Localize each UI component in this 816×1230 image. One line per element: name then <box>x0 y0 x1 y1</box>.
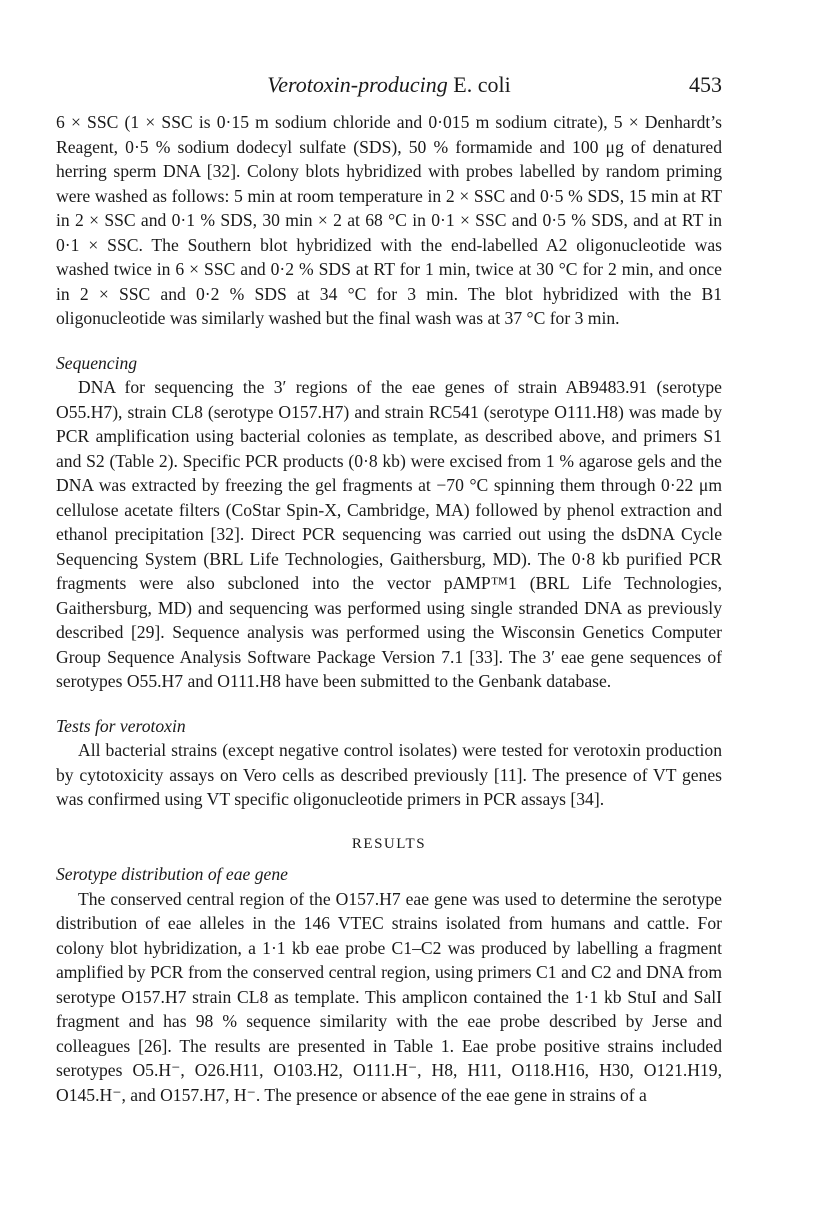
page-number: 453 <box>689 72 722 97</box>
paragraph-tests-for-verotoxin: All bacterial strains (except negative control isolates) were tested for verotoxin production by cytotoxicity assays on Vero cells as described previously [11]. The presence of VT genes was confirmed using VT specific oligonucleotide primers in PCR assays [34]. <box>56 740 722 809</box>
running-title-roman: E. coli <box>447 72 511 97</box>
paragraph-serotype-distribution: The conserved central region of the O157.H7 eae gene was used to determine the serotype distribution of eae alleles in the 146 VTEC strains isolated from humans and cattle. For colony blot hybridization, a 1·1 kb eae probe C1–C2 was produced by labelling a fragment amplified by PCR from the conserved central region, using primers C1 and C2 and DNA from serotype O157.H7 strain CL8 as template. This amplicon contained the 1·1 kb StuI and SalI fragment and has 98 % sequence similarity with the eae probe described by Jerse and colleagues [26]. The results are presented in Table 1. Eae probe positive strains included serotypes O5.H⁻, O26.H11, O103.H2, O111.H⁻, H8, H11, O118.H16, H30, O121.H19, O145.H⁻, and O157.H7, H⁻. The presence or absence of the eae gene in strains of a <box>56 888 722 1105</box>
running-title <box>56 72 722 98</box>
heading-serotype-distribution: Serotype distribution of eae gene <box>56 864 288 884</box>
heading-sequencing: Sequencing <box>56 352 138 373</box>
running-head <box>56 72 722 102</box>
heading-tests-for-verotoxin: Tests for verotoxin <box>56 715 186 736</box>
paragraph-hybridization-washes: 6 × SSC (1 × SSC is 0·15 m sodium chloride and 0·015 m sodium citrate), 5 × Denhardt’s Reagent, 0·5 % sodium dodecyl sulfate (SDS), 50 % formamide and 100 μg of denatured herring sperm DNA [32]. Colony blots hybridized with probes labelled by random priming were washed as follows: 5 min at room temperature in 2 × SSC and 0·5 % SDS, 15 min at RT in 2 × SSC and 0·1 % SDS, 30 min × 2 at 68 °C in 0·1 × SSC and 0·5 % SDS, and at RT in 0·1 × SSC. The Southern blot hybridized with the end-labelled A2 oligonucleotide was washed twice in 6 × SSC and 0·2 % SDS at RT for 1 min, twice at 30 °C for 2 min, and once in 2 × SSC and 0·2 % SDS at 34 °C for 3 min. The blot hybridized with the B1 oligonucleotide was similarly washed but the final wash was at 37 °C for 3 min. <box>56 112 722 328</box>
heading-results: RESULTS <box>351 835 427 852</box>
running-title-italic: Verotoxin-producing <box>267 72 448 97</box>
paragraph-sequencing: DNA for sequencing the 3′ regions of the eae genes of strain AB9483.91 (serotype O55.H7), strain CL8 (serotype O157.H7) and strain RC541 (serotype O111.H8) was made by PCR amplification using bacterial colonies as template, as described above, and primers S1 and S2 (Table 2). Specific PCR products (0·8 kb) were excised from 1 % agarose gels and the DNA was extracted by freezing the gel fragments at −70 °C spinning them through 0·22 μm cellulose acetate filters (CoStar Spin-X, Cambridge, MA) followed by phenol extraction and ethanol precipitation [32]. Direct PCR sequencing was carried out using the dsDNA Cycle Sequencing System (BRL Life Technologies, Gaithersburg, MD). The 0·8 kb purified PCR fragments were also subcloned into the vector pAMP™1 (BRL Life Technologies, Gaithersburg, MD) and sequencing was performed using single stranded DNA as previously described [29]. Sequence analysis was performed using the Wisconsin Genetics Computer Group Sequence Analysis Software Package Version 7.1 [33]. The 3′ eae gene sequences of serotypes O55.H7 and O111.H8 have been submitted to the Genbank database. <box>56 377 722 691</box>
